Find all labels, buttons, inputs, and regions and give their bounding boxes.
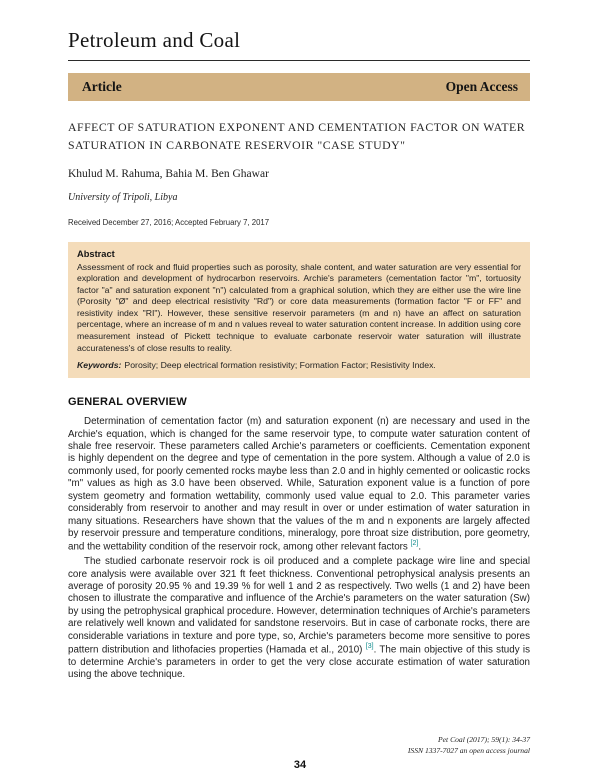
author-affiliation: University of Tripoli, Libya [68,191,178,203]
footer-citation: Pet Coal (2017); 59(1): 34-37 [438,735,530,744]
article-type-label: Article [82,79,122,94]
keywords-line [77,360,521,370]
page-number: 34 [293,759,307,771]
overview-paragraph-2 [68,556,530,682]
footer-citation-block [408,734,530,756]
open-access-label: Open Access [445,79,518,94]
paragraph-text: Determination of cementation factor (m) and saturation exponent (n) are necessary and used in the Archie's equation, which is changed for the same reservoir type, to compute water saturation content of shale free reservoir. These parameters called Archie's parameters or coefficients. Cementation exponent is highly dependent on the degree and type of cementation in the pore system. Although a value of 2.0 is commonly used, for poorly cemented rocks maybe less than 2.0 and in highly cemented or oolicastic rocks "m" values as high as 3.0 have been observed. While, Saturation exponent value is a function of pore system geometry and formation wettability, commonly used value equal to 2.0. This parameter varies considerably from reservoir to another and may result in over or under estimation of water saturation in many situations. Researchers have shown that the values of the m and n exponents are largely affected by reservoir pressure and temperature conditions, mineralogy, pore throat size distribution, pore geometry, and the wettability condition of the reservoir rock, among other relevant factors [68,416,530,553]
overview-paragraph-1 [68,416,530,554]
abstract-heading: Abstract [77,248,115,259]
paragraph-text: . [418,541,422,553]
citation-ref-3[interactable]: [3] [365,643,374,651]
footer-issn: ISSN 1337-7027 an open access journal [407,746,530,755]
keywords-label: Keywords: [77,360,122,371]
abstract-text: Assessment of rock and fluid properties such as porosity, shale content, and water saturation are very essential for exploration and development of hydrocarbon reservoirs. Archie's parameters (cementation factor "m", tortuosity factor "a" and saturation exponent "n") calculated from a graphical solution, which they are either use the wire line (Porosity "Ø" and deep electrical resistivity "Rd") or core data measurements (formation factor "F or FF" and resistivity index "RI"). However, these sensitive reservoir parameters (m and n) have an affect on saturation percentage, where an increase of m and n values reveal to water saturation content increase. In addition using core measurement instead of Pickett technique to evaluate carbonate reservoir water saturation will illustrate accurateness's of close results to reality. [77,261,521,353]
journal-masthead: Petroleum and Coal [68,28,530,61]
article-type-banner [68,73,530,101]
article-authors: Khulud M. Rahuma, Bahia M. Ben Ghawar [68,167,269,180]
article-history: Received December 27, 2016; Accepted February 7, 2017 [68,217,270,227]
abstract-box [68,242,530,379]
citation-ref-2[interactable]: [2] [410,540,419,548]
section-heading-general-overview: GENERAL OVERVIEW [68,396,187,409]
keywords-text: Porosity; Deep electrical formation resistivity; Formation Factor; Resistivity Index. [124,360,436,371]
paragraph-text: The studied carbonate reservoir rock is oil produced and a complete package wire line and special core analysis were available over 321 ft feet thickness. Conventional petrophysical analysis presents an average of porosity 20.95 % and 19.39 % for well 1 and 2 as respectively. Two wells (1 and 2) have been chosen to illustrate the comparative and influence of the Archie's parameters on the water saturation (Sw) by using the petrophysical graphical procedure. However, determination techniques of Archie's parameters are relatively well known and validated for sandstone reservoirs. But in case of carbonate rocks, there are considerable variations in texture and pore type, so, Archie's parameters become more sensitive to pores pattern distribution and lithofacies properties (Hamada et al., 2010) [68,556,530,656]
paragraph-text: . The main objective of this study is to determine Archie's parameters in order to get the very close accurate estimation of water saturation using the above technique. [68,644,530,681]
article-title: AFFECT OF SATURATION EXPONENT AND CEMENTATION FACTOR ON WATER SATURATION IN CARBONATE RESERVOIR "CASE STUDY" [68,120,526,153]
